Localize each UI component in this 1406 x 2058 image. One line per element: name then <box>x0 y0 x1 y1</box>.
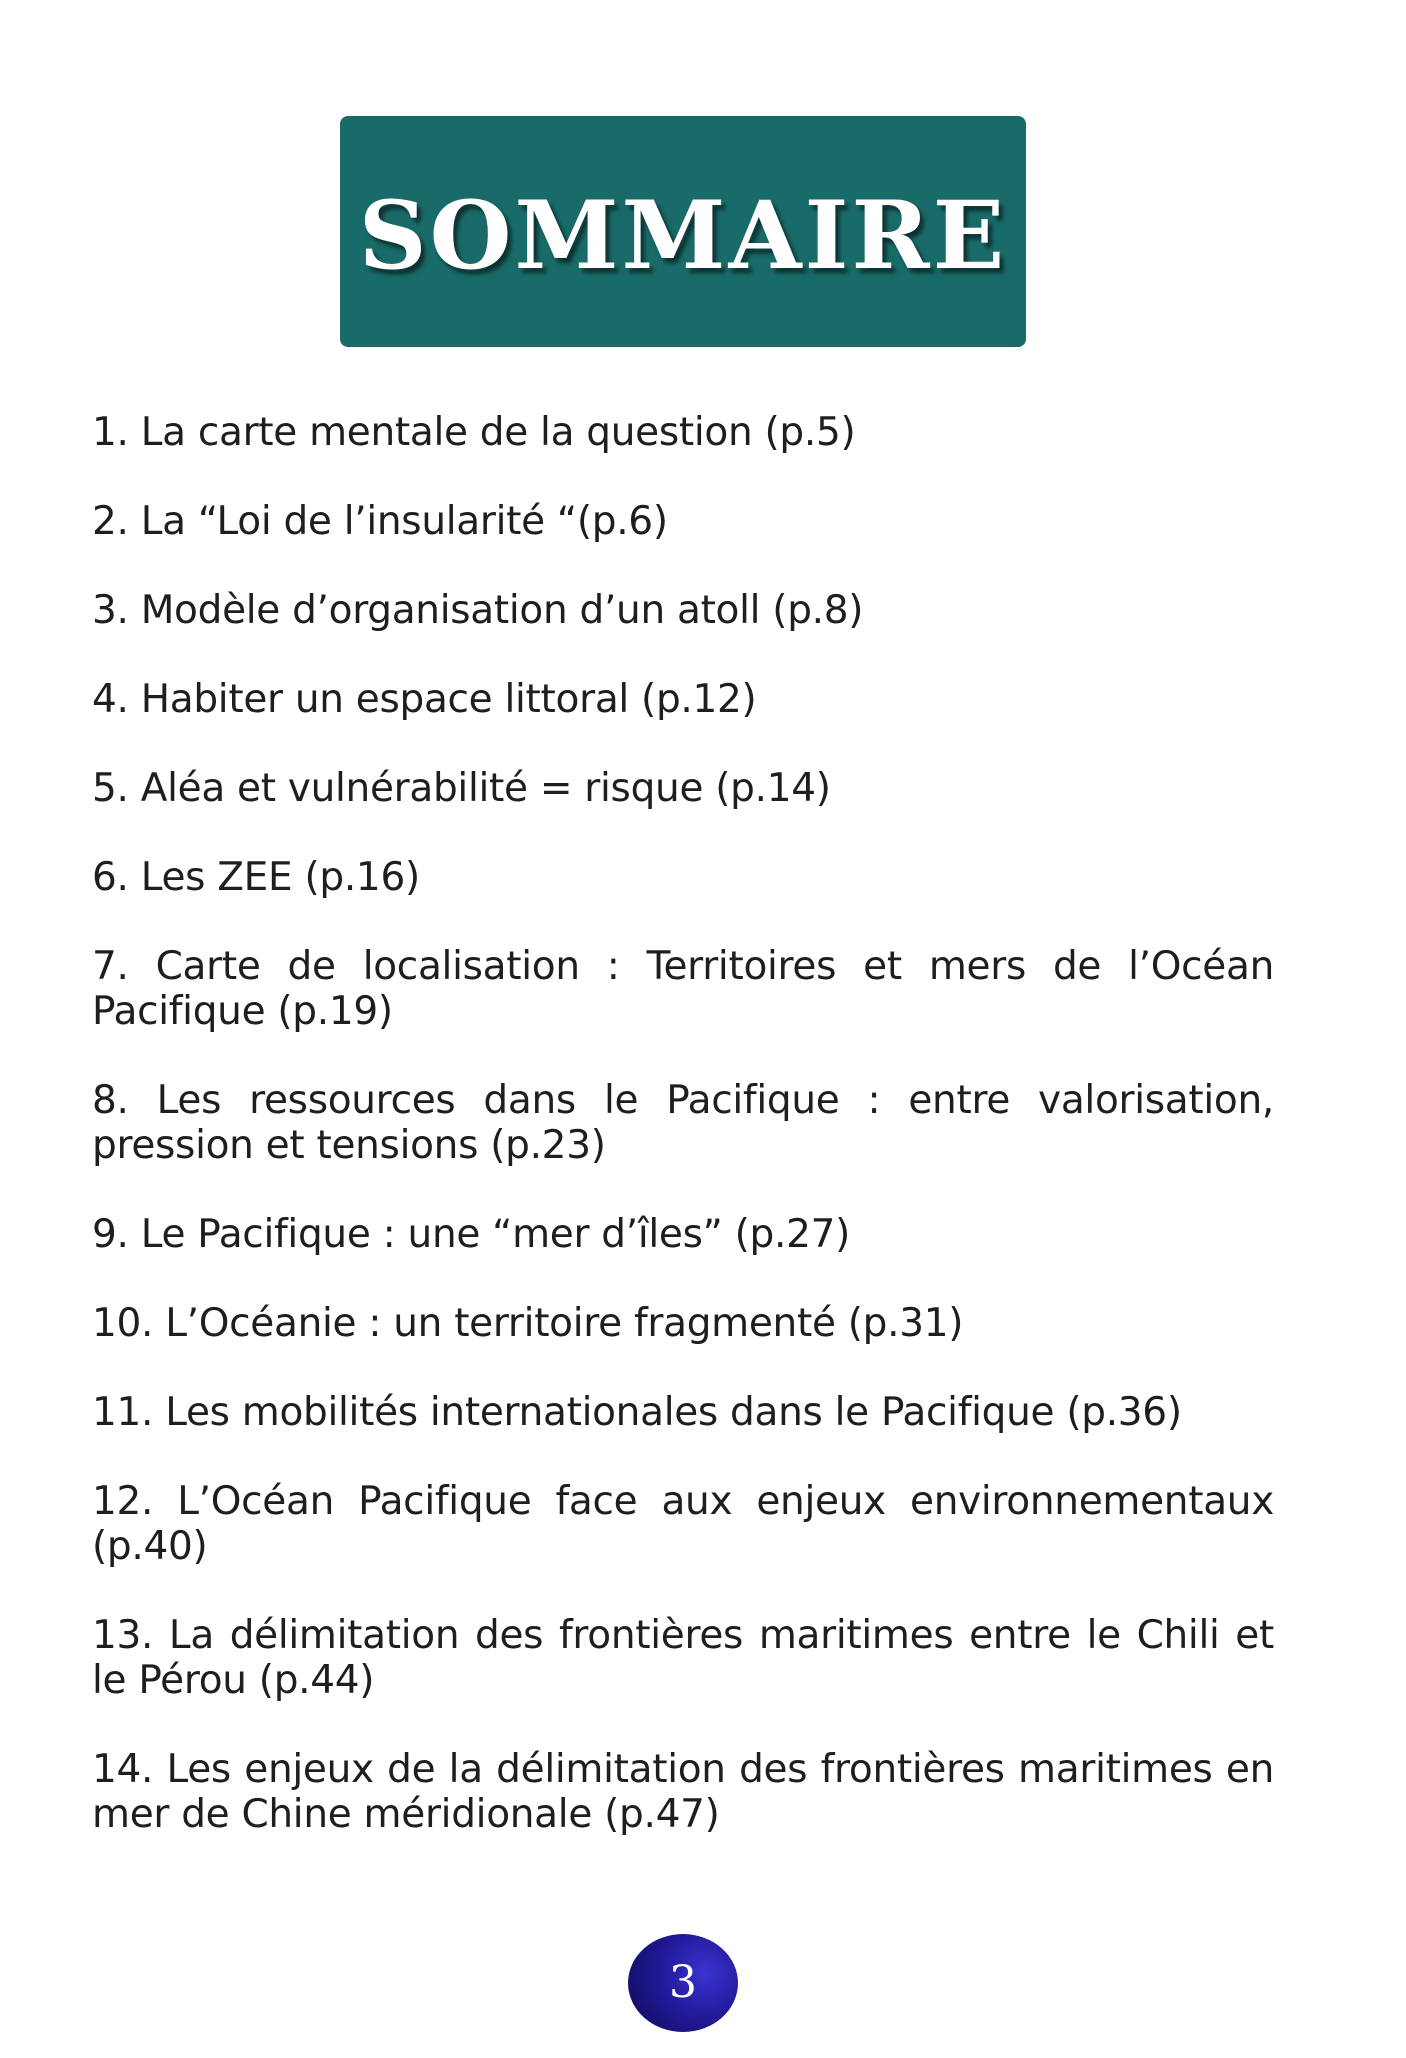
toc-item[interactable]: 7. Carte de localisation : Territoires et mers de l’Océan Pacifique (p.19) <box>92 944 1274 1034</box>
table-of-contents <box>92 410 1274 1881</box>
toc-item[interactable]: 3. Modèle d’organisation d’un atoll (p.8) <box>92 588 864 633</box>
toc-item[interactable]: 8. Les ressources dans le Pacifique : entre valorisation, pression et tensions (p.23) <box>92 1078 1274 1168</box>
toc-item[interactable]: 5. Aléa et vulnérabilité = risque (p.14) <box>92 766 831 811</box>
toc-item[interactable]: 14. Les enjeux de la délimitation des frontières maritimes en mer de Chine méridionale (p.47) <box>92 1747 1274 1837</box>
toc-item[interactable]: 4. Habiter un espace littoral (p.12) <box>92 677 757 722</box>
toc-item[interactable]: 11. Les mobilités internationales dans le Pacifique (p.36) <box>92 1390 1182 1435</box>
title-banner <box>340 116 1026 347</box>
page-number-badge <box>628 1934 738 2032</box>
page-title: SOMMAIRE <box>358 180 1008 291</box>
toc-item[interactable]: 12. L’Océan Pacifique face aux enjeux environnementaux (p.40) <box>92 1479 1274 1569</box>
toc-item[interactable]: 1. La carte mentale de la question (p.5) <box>92 410 856 455</box>
toc-item[interactable]: 9. Le Pacifique : une “mer d’îles” (p.27) <box>92 1212 851 1257</box>
toc-item[interactable]: 6. Les ZEE (p.16) <box>92 855 420 900</box>
toc-item[interactable]: 13. La délimitation des frontières maritimes entre le Chili et le Pérou (p.44) <box>92 1613 1274 1703</box>
toc-item[interactable]: 10. L’Océanie : un territoire fragmenté (p.31) <box>92 1301 964 1346</box>
page-number: 3 <box>669 1957 697 2008</box>
toc-item[interactable]: 2. La “Loi de l’insularité “(p.6) <box>92 499 668 544</box>
